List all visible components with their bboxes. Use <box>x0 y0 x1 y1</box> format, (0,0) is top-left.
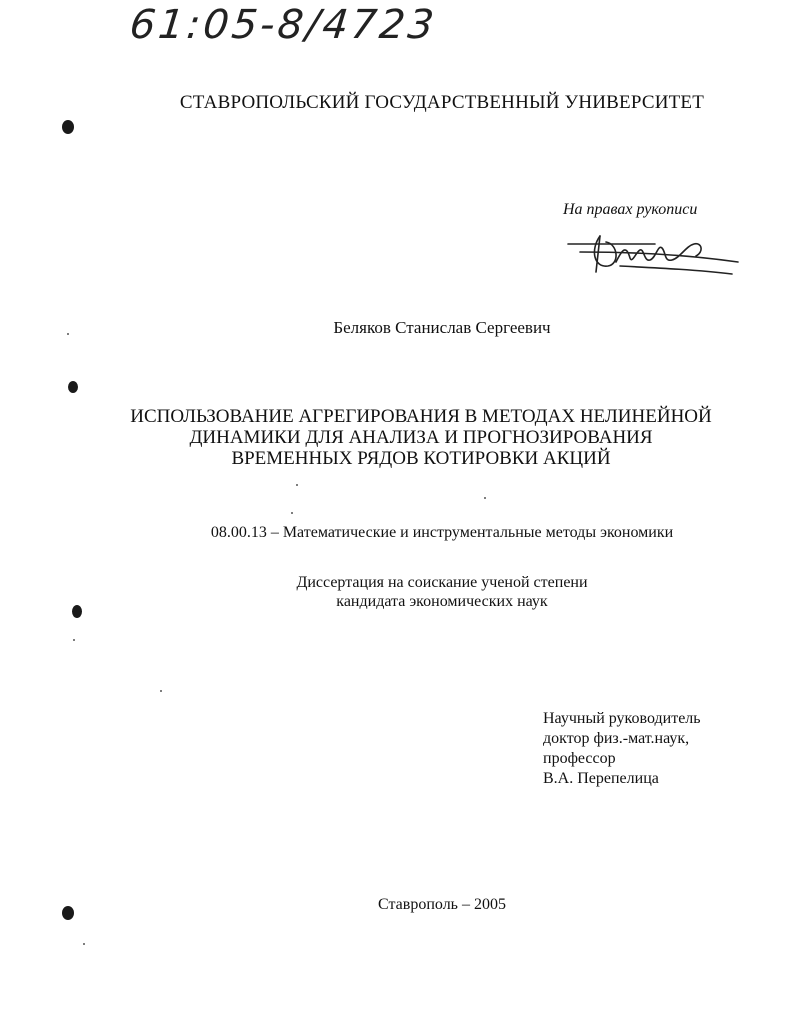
scan-speck <box>291 512 293 514</box>
dissertation-title <box>0 406 799 469</box>
title-line: ДИНАМИКИ ДЛЯ АНАЛИЗА И ПРОГНОЗИРОВАНИЯ <box>189 427 653 448</box>
binder-hole-mark <box>62 120 74 134</box>
rights-note: На правах рукописи <box>563 201 698 218</box>
binder-hole-mark <box>68 381 78 393</box>
scan-speck <box>83 943 85 945</box>
supervisor-line: профессор <box>543 750 616 767</box>
scan-speck <box>484 497 486 499</box>
binder-hole-mark <box>62 906 74 920</box>
signature <box>560 222 740 282</box>
supervisor-line: В.А. Перепелица <box>543 770 659 787</box>
supervisor-line: доктор физ.-мат.наук, <box>543 730 690 747</box>
supervisor-block <box>543 709 701 789</box>
binder-hole-mark <box>72 605 82 618</box>
degree-line: Диссертация на соискание ученой степени <box>296 574 588 591</box>
university-name: СТАВРОПОЛЬСКИЙ ГОСУДАРСТВЕННЫЙ УНИВЕРСИТЕТ <box>179 92 705 113</box>
degree-statement <box>0 573 799 611</box>
title-line: ИСПОЛЬЗОВАНИЕ АГРЕГИРОВАНИЯ В МЕТОДАХ НЕЛИНЕЙНОЙ <box>130 406 712 427</box>
city-year: Ставрополь – 2005 <box>378 896 506 913</box>
supervisor-line: Научный руководитель <box>543 710 701 727</box>
degree-line: кандидата экономических наук <box>336 593 548 610</box>
scan-speck <box>73 639 75 641</box>
specialty-code: 08.00.13 – Математические и инструментальные методы экономики <box>210 524 674 541</box>
scan-speck <box>67 333 69 335</box>
scan-speck <box>160 690 162 692</box>
archive-number: 61:05-8/4723 <box>127 2 439 48</box>
author-name: Беляков Станислав Сергеевич <box>333 318 551 337</box>
title-line: ВРЕМЕННЫХ РЯДОВ КОТИРОВКИ АКЦИЙ <box>231 448 611 469</box>
scan-speck <box>296 484 298 486</box>
